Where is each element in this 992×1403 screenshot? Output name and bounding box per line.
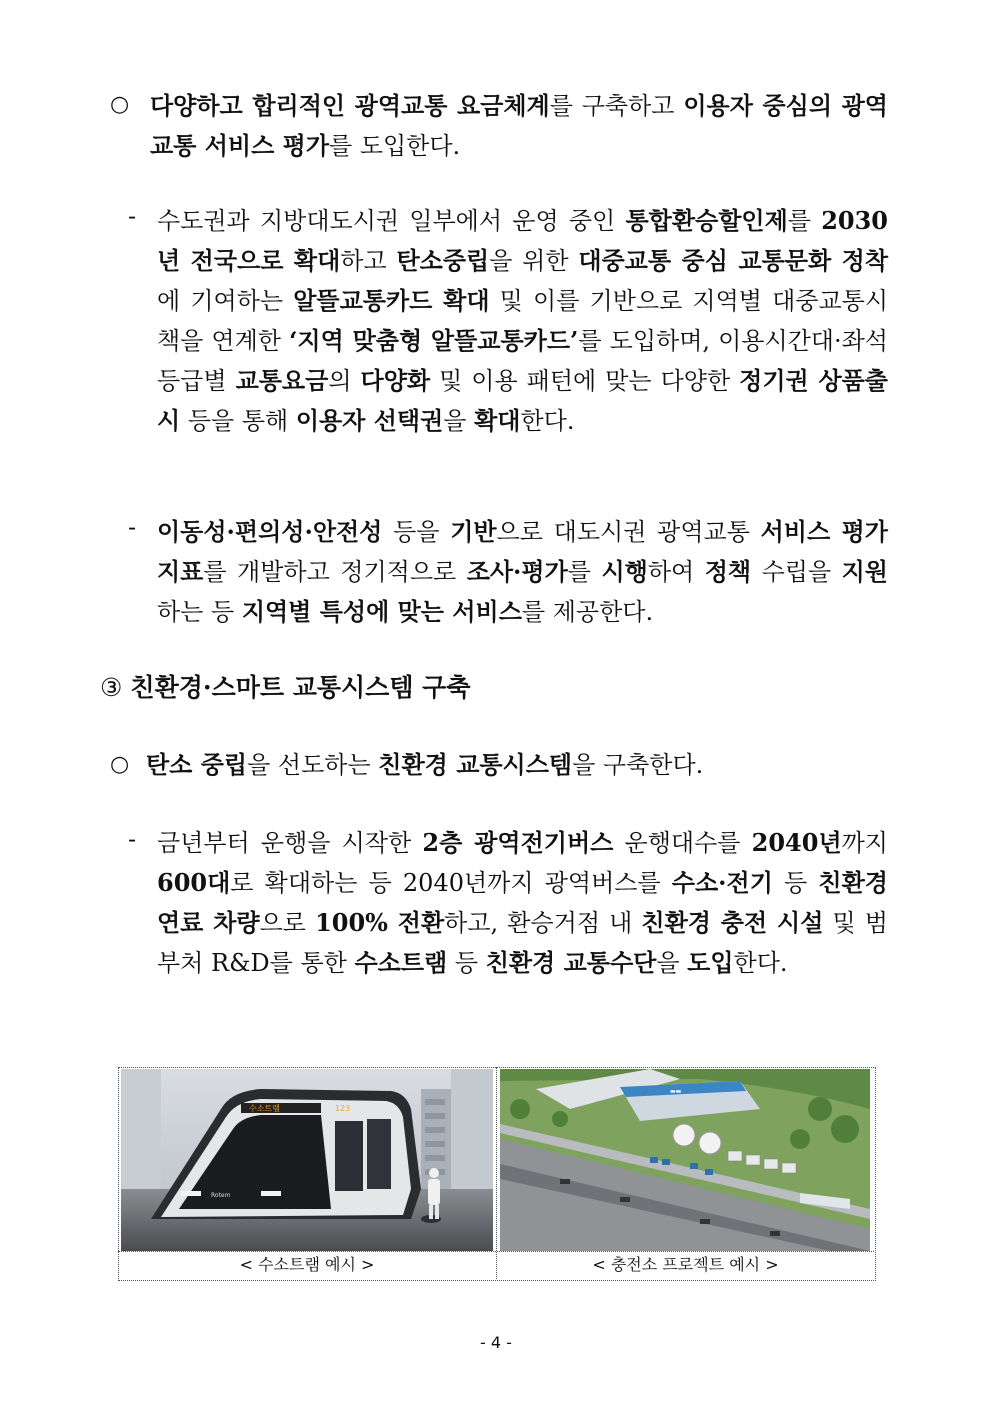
emphasis-text: 정기권 상품출시 bbox=[157, 366, 888, 435]
body-text: 등을 통해 bbox=[180, 407, 296, 435]
body-text: 를 bbox=[567, 558, 602, 586]
body-text: 등 bbox=[772, 869, 819, 897]
emphasis-text: 이용자 중심의 광역교통 서비스 평가 bbox=[150, 91, 888, 160]
emphasis-text: 지원 bbox=[841, 557, 888, 586]
emphasis-text: 기반 bbox=[450, 517, 497, 546]
emphasis-text: 600대 bbox=[157, 868, 231, 897]
body-text: 를 제공한다. bbox=[521, 598, 654, 626]
emphasis-text: 이용자 선택권 bbox=[295, 406, 444, 435]
emphasis-text: 교통요금 bbox=[235, 366, 329, 395]
body-text: 을 bbox=[443, 407, 475, 435]
emphasis-text: 통합환승할인제 bbox=[625, 206, 788, 235]
body-text: 및 이를 기반으로 지역별 대중교통시책을 연계한 bbox=[157, 287, 888, 355]
circle-bullet: ○ bbox=[110, 92, 130, 117]
body-text: 를 도입하며, 이용시간대·좌석등급별 bbox=[157, 327, 888, 395]
body-text: 하고, 환승거점 내 bbox=[444, 909, 642, 937]
body-text: 한다. bbox=[520, 407, 575, 435]
body-text: 한다. bbox=[733, 949, 788, 977]
emphasis-text: 100% 전환 bbox=[315, 908, 445, 937]
emphasis-text: 수소·전기 bbox=[671, 868, 773, 897]
body-text: 수도권과 지방대도시권 일부에서 운영 중인 bbox=[157, 207, 626, 235]
body-text: 등을 bbox=[382, 518, 451, 546]
paragraph-eco-system bbox=[146, 745, 888, 785]
section-title: 친환경·스마트 교통시스템 구축 bbox=[130, 673, 471, 702]
page-number: - 4 - bbox=[480, 1333, 512, 1352]
station-illustration bbox=[500, 1069, 870, 1251]
body-text: 을 위한 bbox=[489, 247, 579, 275]
emphasis-text: 2층 광역전기버스 bbox=[422, 828, 614, 857]
emphasis-text: ‘지역 맞춤형 알뜰교통카드’ bbox=[289, 326, 579, 355]
emphasis-text: 수소트램 bbox=[354, 948, 448, 977]
body-text: 및 이용 패턴에 맞는 다양한 bbox=[430, 367, 740, 395]
emphasis-text: 대중교통 중심 교통문화 정착 bbox=[578, 246, 889, 275]
body-text: 를 구축하고 bbox=[549, 92, 684, 120]
caption-charging-station: < 충전소 프로젝트 예시 > bbox=[592, 1255, 779, 1274]
hydrogen-tram-image bbox=[121, 1069, 493, 1251]
emphasis-text: 알뜰교통카드 확대 bbox=[293, 286, 490, 315]
dash-bullet: - bbox=[128, 513, 137, 541]
emphasis-text: 서비스 평가 지표 bbox=[157, 517, 888, 586]
emphasis-text: 친환경 교통수단 bbox=[485, 948, 657, 977]
section-heading bbox=[100, 668, 470, 704]
tram-destination-display: 수소트램 bbox=[249, 1104, 280, 1113]
emphasis-text: 시행 bbox=[601, 557, 648, 586]
body-text: 을 선도하는 bbox=[247, 751, 379, 779]
body-text: 금년부터 운행을 시작한 bbox=[157, 829, 423, 857]
emphasis-text: 2040년 bbox=[751, 828, 842, 857]
body-text: 까지 bbox=[841, 829, 888, 857]
body-text: 의 bbox=[328, 367, 361, 395]
tram-illustration bbox=[121, 1069, 493, 1251]
tram-route-number: 123 bbox=[335, 1104, 351, 1113]
body-text: 를 bbox=[787, 207, 822, 235]
body-text: 하고 bbox=[340, 247, 397, 275]
body-text: 하는 등 bbox=[157, 598, 242, 626]
emphasis-text: 확대 bbox=[474, 406, 521, 435]
emphasis-text: 이동성·편의성·안전성 bbox=[157, 517, 383, 546]
paragraph-service-evaluation bbox=[157, 512, 888, 632]
circle-bullet: ○ bbox=[110, 752, 130, 777]
body-text: 운행대수를 bbox=[613, 829, 752, 857]
section-number: ③ bbox=[100, 673, 123, 702]
body-text: 으로 대도시권 광역교통 bbox=[496, 518, 761, 546]
paragraph-fare-system bbox=[150, 86, 888, 166]
dash-bullet: - bbox=[128, 825, 137, 853]
body-text: 수립을 bbox=[751, 558, 842, 586]
body-text: 으로 bbox=[259, 909, 316, 937]
body-text: 등 bbox=[447, 949, 486, 977]
paragraph-transfer-discount bbox=[157, 201, 888, 441]
emphasis-text: 탄소중립 bbox=[396, 246, 490, 275]
tram-brand-logo: Rotem bbox=[211, 1192, 231, 1199]
emphasis-text: 지역별 특성에 맞는 서비스 bbox=[241, 597, 522, 626]
body-text: 로 확대하는 등 2040년까지 광역버스를 bbox=[230, 869, 672, 897]
body-text: 를 도입한다. bbox=[329, 132, 461, 160]
emphasis-text: 친환경 연료 차량 bbox=[157, 868, 888, 937]
emphasis-text: 2030년 전국으로 확대 bbox=[157, 206, 888, 275]
figure-divider bbox=[496, 1067, 497, 1279]
emphasis-text: 다양화 bbox=[360, 366, 431, 395]
body-text: 을 bbox=[656, 949, 688, 977]
body-text: 을 구축한다. bbox=[572, 751, 704, 779]
dash-bullet: - bbox=[128, 202, 137, 230]
emphasis-text: 조사·평가 bbox=[466, 557, 568, 586]
charging-station-image bbox=[500, 1069, 870, 1251]
emphasis-text: 정책 bbox=[704, 557, 752, 586]
emphasis-text: 친환경 교통시스템 bbox=[378, 750, 573, 779]
emphasis-text: 탄소 중립 bbox=[146, 750, 248, 779]
body-text: 를 개발하고 정기적으로 bbox=[203, 558, 467, 586]
station-sign: ▬▬ bbox=[670, 1088, 682, 1095]
body-text: 에 기여하는 bbox=[157, 287, 294, 315]
emphasis-text: 도입 bbox=[687, 948, 734, 977]
caption-hydrogen-tram: < 수소트램 예시 > bbox=[239, 1255, 375, 1274]
emphasis-text: 다양하고 합리적인 광역교통 요금체계 bbox=[150, 91, 550, 120]
emphasis-text: 친환경 충전 시설 bbox=[641, 908, 824, 937]
body-text: 및 범부처 R&D를 통한 bbox=[157, 909, 888, 977]
paragraph-electric-bus bbox=[157, 823, 888, 983]
body-text: 하여 bbox=[647, 558, 705, 586]
